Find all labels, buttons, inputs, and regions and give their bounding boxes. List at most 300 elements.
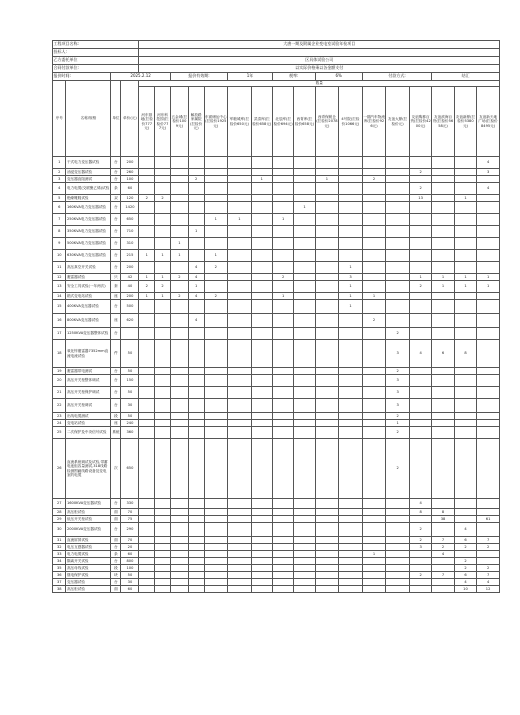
row-quantity: [204, 375, 228, 387]
row-quantity: [188, 427, 204, 439]
row-index: 16: [53, 314, 66, 328]
row-quantity: [188, 572, 204, 579]
row-quantity: [432, 439, 454, 499]
row-quantity: [251, 274, 272, 281]
payer-label: 合同付款单位:: [53, 65, 139, 73]
row-price: 800: [121, 558, 139, 565]
row-price: 50: [121, 413, 139, 420]
row-quantity: [228, 157, 252, 169]
row-quantity: 2: [454, 558, 476, 565]
row-name: 变压器直阻测试: [66, 176, 111, 183]
row-quantity: [294, 274, 315, 281]
row-quantity: [362, 274, 386, 281]
row-quantity: [228, 226, 252, 238]
row-quantity: 4: [454, 523, 476, 537]
row-quantity: [204, 274, 228, 281]
row-quantity: [170, 183, 188, 195]
row-name: 1250KVA变压器整体试验: [66, 328, 111, 340]
row-quantity: [170, 586, 188, 593]
row-name: 直流系统调试及试验,带蓄电池组容量测试,318线路检测围蔽线路设备及变电室的电缆: [66, 439, 111, 499]
row-price: 310: [121, 238, 139, 250]
row-quantity: [294, 399, 315, 413]
row-quantity: [362, 169, 386, 176]
row-name: 变电站试验: [66, 420, 111, 427]
row-quantity: [315, 387, 339, 399]
row-quantity: [170, 262, 188, 274]
site-header: 军粮城库(拦检价650元): [228, 87, 252, 157]
row-quantity: 2: [454, 565, 476, 572]
row-quantity: [294, 314, 315, 328]
row-quantity: [454, 226, 476, 238]
row-unit: 台: [111, 368, 121, 375]
row-quantity: [294, 250, 315, 262]
row-quantity: [251, 314, 272, 328]
row-quantity: [139, 544, 155, 551]
site-header: 西青库(拦检价658元): [294, 87, 315, 157]
row-index: 9: [53, 238, 66, 250]
table-row: [53, 579, 500, 586]
row-quantity: [409, 368, 431, 375]
row-quantity: [432, 314, 454, 328]
tax-label: 税率:: [272, 73, 315, 81]
row-quantity: [339, 413, 363, 420]
row-quantity: [188, 516, 204, 523]
row-quantity: 1: [362, 551, 386, 558]
row-quantity: [204, 509, 228, 516]
row-quantity: [272, 523, 293, 537]
table-row: [53, 387, 500, 399]
row-quantity: [339, 572, 363, 579]
row-price: 40: [121, 281, 139, 293]
row-quantity: [228, 250, 252, 262]
row-quantity: [339, 420, 363, 427]
site-header: 解放路家属院(拦检价元): [188, 87, 204, 157]
row-unit: 条: [111, 551, 121, 558]
row-quantity: [386, 281, 410, 293]
row-quantity: [188, 420, 204, 427]
row-index: 32: [53, 544, 66, 551]
row-quantity: [155, 551, 171, 558]
row-quantity: [272, 420, 293, 427]
row-quantity: 1: [204, 250, 228, 262]
row-quantity: 7: [477, 537, 500, 544]
row-quantity: [155, 226, 171, 238]
row-quantity: [228, 439, 252, 499]
row-quantity: [228, 413, 252, 420]
row-quantity: [155, 420, 171, 427]
row-quantity: 1: [251, 176, 272, 183]
row-quantity: 8: [409, 509, 431, 516]
row-quantity: [139, 439, 155, 499]
row-quantity: [362, 281, 386, 293]
row-quantity: [409, 427, 431, 439]
row-quantity: [228, 399, 252, 413]
row-quantity: [454, 551, 476, 558]
site-header: 西青保税仓(拦检价2078元): [315, 87, 339, 157]
row-quantity: 12: [477, 586, 500, 593]
row-quantity: [251, 214, 272, 226]
row-quantity: [188, 183, 204, 195]
row-quantity: [432, 262, 454, 274]
row-quantity: 1: [454, 274, 476, 281]
row-index: 12: [53, 274, 66, 281]
row-quantity: [386, 183, 410, 195]
col-unit: 单位: [111, 81, 121, 157]
row-quantity: [204, 340, 228, 368]
row-unit: 块: [111, 572, 121, 579]
row-quantity: [204, 565, 228, 572]
col-name: 名称/规格: [66, 81, 111, 157]
row-price: 150: [121, 375, 139, 387]
row-quantity: [188, 368, 204, 375]
row-quantity: [386, 300, 410, 314]
row-name: 电力电缆试验: [66, 551, 111, 558]
row-index: 23: [53, 413, 66, 420]
row-quantity: [362, 300, 386, 314]
row-quantity: [251, 169, 272, 176]
row-quantity: [188, 300, 204, 314]
row-quantity: [477, 499, 500, 509]
row-quantity: [251, 281, 272, 293]
row-quantity: [188, 544, 204, 551]
row-quantity: [339, 195, 363, 202]
row-quantity: [362, 509, 386, 516]
row-price: 200: [121, 262, 139, 274]
row-quantity: [272, 157, 293, 169]
row-quantity: [432, 300, 454, 314]
row-quantity: 2: [386, 427, 410, 439]
row-quantity: [432, 368, 454, 375]
row-quantity: [294, 238, 315, 250]
row-index: 29: [53, 516, 66, 523]
row-quantity: [155, 214, 171, 226]
row-quantity: [477, 509, 500, 516]
row-quantity: [454, 314, 476, 328]
row-quantity: [362, 226, 386, 238]
row-quantity: [386, 214, 410, 226]
row-quantity: 2: [386, 439, 410, 499]
row-quantity: [454, 516, 476, 523]
row-quantity: [139, 551, 155, 558]
row-index: 4: [53, 183, 66, 195]
row-quantity: [477, 214, 500, 226]
row-quantity: 4: [409, 499, 431, 509]
row-quantity: [139, 368, 155, 375]
row-quantity: [315, 579, 339, 586]
row-quantity: 4: [477, 183, 500, 195]
row-quantity: [170, 387, 188, 399]
row-quantity: [251, 399, 272, 413]
row-quantity: [272, 572, 293, 579]
row-index: 5: [53, 195, 66, 202]
row-quantity: [477, 558, 500, 565]
table-row: [53, 293, 500, 300]
row-quantity: [339, 176, 363, 183]
row-name: 继电保护试验: [66, 572, 111, 579]
row-quantity: [251, 226, 272, 238]
row-quantity: 4: [188, 293, 204, 300]
row-quantity: [454, 387, 476, 399]
table-row: [53, 399, 500, 413]
row-quantity: [228, 579, 252, 586]
row-unit: 台: [111, 262, 121, 274]
row-quantity: 2: [477, 565, 500, 572]
row-index: 36: [53, 572, 66, 579]
row-quantity: [339, 314, 363, 328]
row-quantity: [170, 281, 188, 293]
row-quantity: [170, 169, 188, 176]
row-quantity: [454, 202, 476, 214]
row-quantity: 2: [155, 281, 171, 293]
row-unit: 台: [111, 558, 121, 565]
row-quantity: [139, 314, 155, 328]
row-quantity: 1: [409, 274, 431, 281]
row-quantity: [155, 157, 171, 169]
row-quantity: [315, 183, 339, 195]
row-quantity: [139, 558, 155, 565]
row-quantity: [204, 420, 228, 427]
row-quantity: [294, 413, 315, 420]
row-quantity: 2: [386, 368, 410, 375]
row-quantity: [251, 427, 272, 439]
row-quantity: [251, 340, 272, 368]
row-quantity: [339, 558, 363, 565]
row-quantity: [362, 368, 386, 375]
row-unit: 台: [111, 202, 121, 214]
row-quantity: [204, 176, 228, 183]
row-quantity: [228, 293, 252, 300]
row-quantity: [204, 183, 228, 195]
row-quantity: 2: [409, 572, 431, 579]
row-quantity: [188, 499, 204, 509]
row-index: 30: [53, 523, 66, 537]
row-quantity: 1: [188, 226, 204, 238]
row-quantity: [477, 293, 500, 300]
row-index: 14: [53, 293, 66, 300]
row-quantity: [432, 399, 454, 413]
row-index: 21: [53, 387, 66, 399]
row-quantity: 4: [432, 551, 454, 558]
row-quantity: [155, 202, 171, 214]
row-name: 1600KVA变压器试验: [66, 499, 111, 509]
row-quantity: [204, 169, 228, 176]
row-quantity: [339, 499, 363, 509]
row-quantity: [228, 195, 252, 202]
row-quantity: [339, 537, 363, 544]
row-quantity: [188, 586, 204, 593]
site-header: 友谊新天地广场(拦检价8495元): [477, 87, 500, 157]
row-quantity: [139, 509, 155, 516]
row-quantity: [315, 427, 339, 439]
row-quantity: [204, 399, 228, 413]
row-quantity: [315, 293, 339, 300]
bid-unit-label: 乙方委托单位: [53, 57, 139, 65]
row-quantity: [155, 262, 171, 274]
row-quantity: [272, 375, 293, 387]
row-name: 高压母线试验: [66, 565, 111, 572]
row-quantity: [315, 551, 339, 558]
row-quantity: [188, 551, 204, 558]
row-quantity: [155, 537, 171, 544]
table-row: [53, 586, 500, 593]
row-quantity: 2: [204, 262, 228, 274]
row-quantity: [251, 572, 272, 579]
col-price: 单价(元): [121, 81, 139, 157]
row-quantity: [170, 537, 188, 544]
row-quantity: [139, 226, 155, 238]
row-quantity: [188, 579, 204, 586]
row-quantity: [139, 328, 155, 340]
project-label: 工程项目名称:: [53, 41, 139, 49]
row-quantity: [272, 195, 293, 202]
row-quantity: 1: [477, 281, 500, 293]
row-unit: 台: [111, 226, 121, 238]
row-quantity: [188, 195, 204, 202]
row-quantity: [251, 262, 272, 274]
row-quantity: [204, 300, 228, 314]
row-unit: 座: [111, 293, 121, 300]
row-quantity: [477, 439, 500, 499]
row-quantity: [170, 368, 188, 375]
row-quantity: [251, 368, 272, 375]
row-quantity: [228, 274, 252, 281]
row-quantity: [454, 293, 476, 300]
row-unit: 双: [111, 195, 121, 202]
row-quantity: 2: [272, 274, 293, 281]
row-quantity: [139, 176, 155, 183]
row-price: 360: [121, 427, 139, 439]
row-quantity: [477, 375, 500, 387]
row-quantity: [477, 195, 500, 202]
row-quantity: [188, 169, 204, 176]
row-quantity: [139, 375, 155, 387]
pay-value: 结汇: [432, 73, 500, 81]
row-quantity: [454, 262, 476, 274]
row-quantity: [409, 314, 431, 328]
row-quantity: [386, 551, 410, 558]
row-quantity: [362, 375, 386, 387]
row-index: 37: [53, 579, 66, 586]
row-quantity: [170, 340, 188, 368]
row-quantity: [477, 523, 500, 537]
row-quantity: [362, 499, 386, 509]
table-row: [53, 226, 500, 238]
row-quantity: [228, 281, 252, 293]
row-quantity: [362, 328, 386, 340]
table-row: [53, 420, 500, 427]
row-price: 50: [121, 387, 139, 399]
row-quantity: [170, 328, 188, 340]
row-quantity: [188, 523, 204, 537]
row-quantity: [294, 226, 315, 238]
row-quantity: [272, 565, 293, 572]
row-quantity: [339, 565, 363, 572]
row-quantity: [170, 420, 188, 427]
row-price: 60: [121, 586, 139, 593]
row-quantity: [409, 579, 431, 586]
row-quantity: [188, 413, 204, 420]
row-quantity: [386, 586, 410, 593]
row-quantity: [386, 499, 410, 509]
row-quantity: [315, 420, 339, 427]
row-quantity: [362, 262, 386, 274]
row-quantity: [251, 195, 272, 202]
row-quantity: [170, 558, 188, 565]
row-index: 33: [53, 551, 66, 558]
row-name: 隔离开关试验: [66, 558, 111, 565]
row-quantity: [362, 565, 386, 572]
row-quantity: 8: [454, 340, 476, 368]
row-unit: 台: [111, 328, 121, 340]
table-row: [53, 274, 500, 281]
quote-time-value: 2025.2.12: [111, 73, 171, 81]
row-name: 二次保护及中央信号试验: [66, 427, 111, 439]
row-price: 30: [121, 399, 139, 413]
row-quantity: [339, 516, 363, 523]
row-quantity: [454, 176, 476, 183]
row-quantity: [315, 314, 339, 328]
row-quantity: [188, 565, 204, 572]
row-quantity: [170, 551, 188, 558]
row-quantity: 2: [409, 537, 431, 544]
row-quantity: 1: [339, 300, 363, 314]
row-quantity: [409, 176, 431, 183]
row-quantity: [251, 202, 272, 214]
row-quantity: [315, 516, 339, 523]
row-quantity: 3: [386, 399, 410, 413]
row-quantity: 2: [454, 544, 476, 551]
row-quantity: [432, 183, 454, 195]
row-quantity: 6: [454, 572, 476, 579]
row-quantity: [251, 439, 272, 499]
row-quantity: [170, 544, 188, 551]
row-quantity: [315, 195, 339, 202]
row-quantity: [432, 157, 454, 169]
row-quantity: [155, 399, 171, 413]
row-quantity: [170, 565, 188, 572]
row-name: 氧化锌避雷器7352mm直流电流试验: [66, 340, 111, 368]
row-quantity: [155, 558, 171, 565]
row-quantity: [228, 375, 252, 387]
row-quantity: [139, 579, 155, 586]
row-quantity: 2: [170, 293, 188, 300]
row-name: 800KVA变压器试验: [66, 314, 111, 328]
valid-value: 1年: [228, 73, 273, 81]
row-quantity: 4: [188, 314, 204, 328]
row-quantity: [272, 202, 293, 214]
row-quantity: [315, 537, 339, 544]
site-header: 4号院(拦检价1066元): [339, 87, 363, 157]
row-quantity: [386, 579, 410, 586]
row-quantity: [272, 516, 293, 523]
row-quantity: [228, 572, 252, 579]
row-index: 28: [53, 509, 66, 516]
row-quantity: [315, 340, 339, 368]
row-quantity: [204, 551, 228, 558]
row-quantity: [386, 516, 410, 523]
row-quantity: 1: [315, 176, 339, 183]
table-row: [53, 368, 500, 375]
row-unit: 台: [111, 238, 121, 250]
row-name: 高压开关柜保护调试: [66, 387, 111, 399]
row-quantity: [272, 544, 293, 551]
row-unit: 段: [111, 565, 121, 572]
row-quantity: [251, 375, 272, 387]
row-quantity: 4: [477, 579, 500, 586]
row-name: 安全工具试验(一年两次): [66, 281, 111, 293]
row-unit: 台: [111, 544, 121, 551]
table-row: [53, 202, 500, 214]
